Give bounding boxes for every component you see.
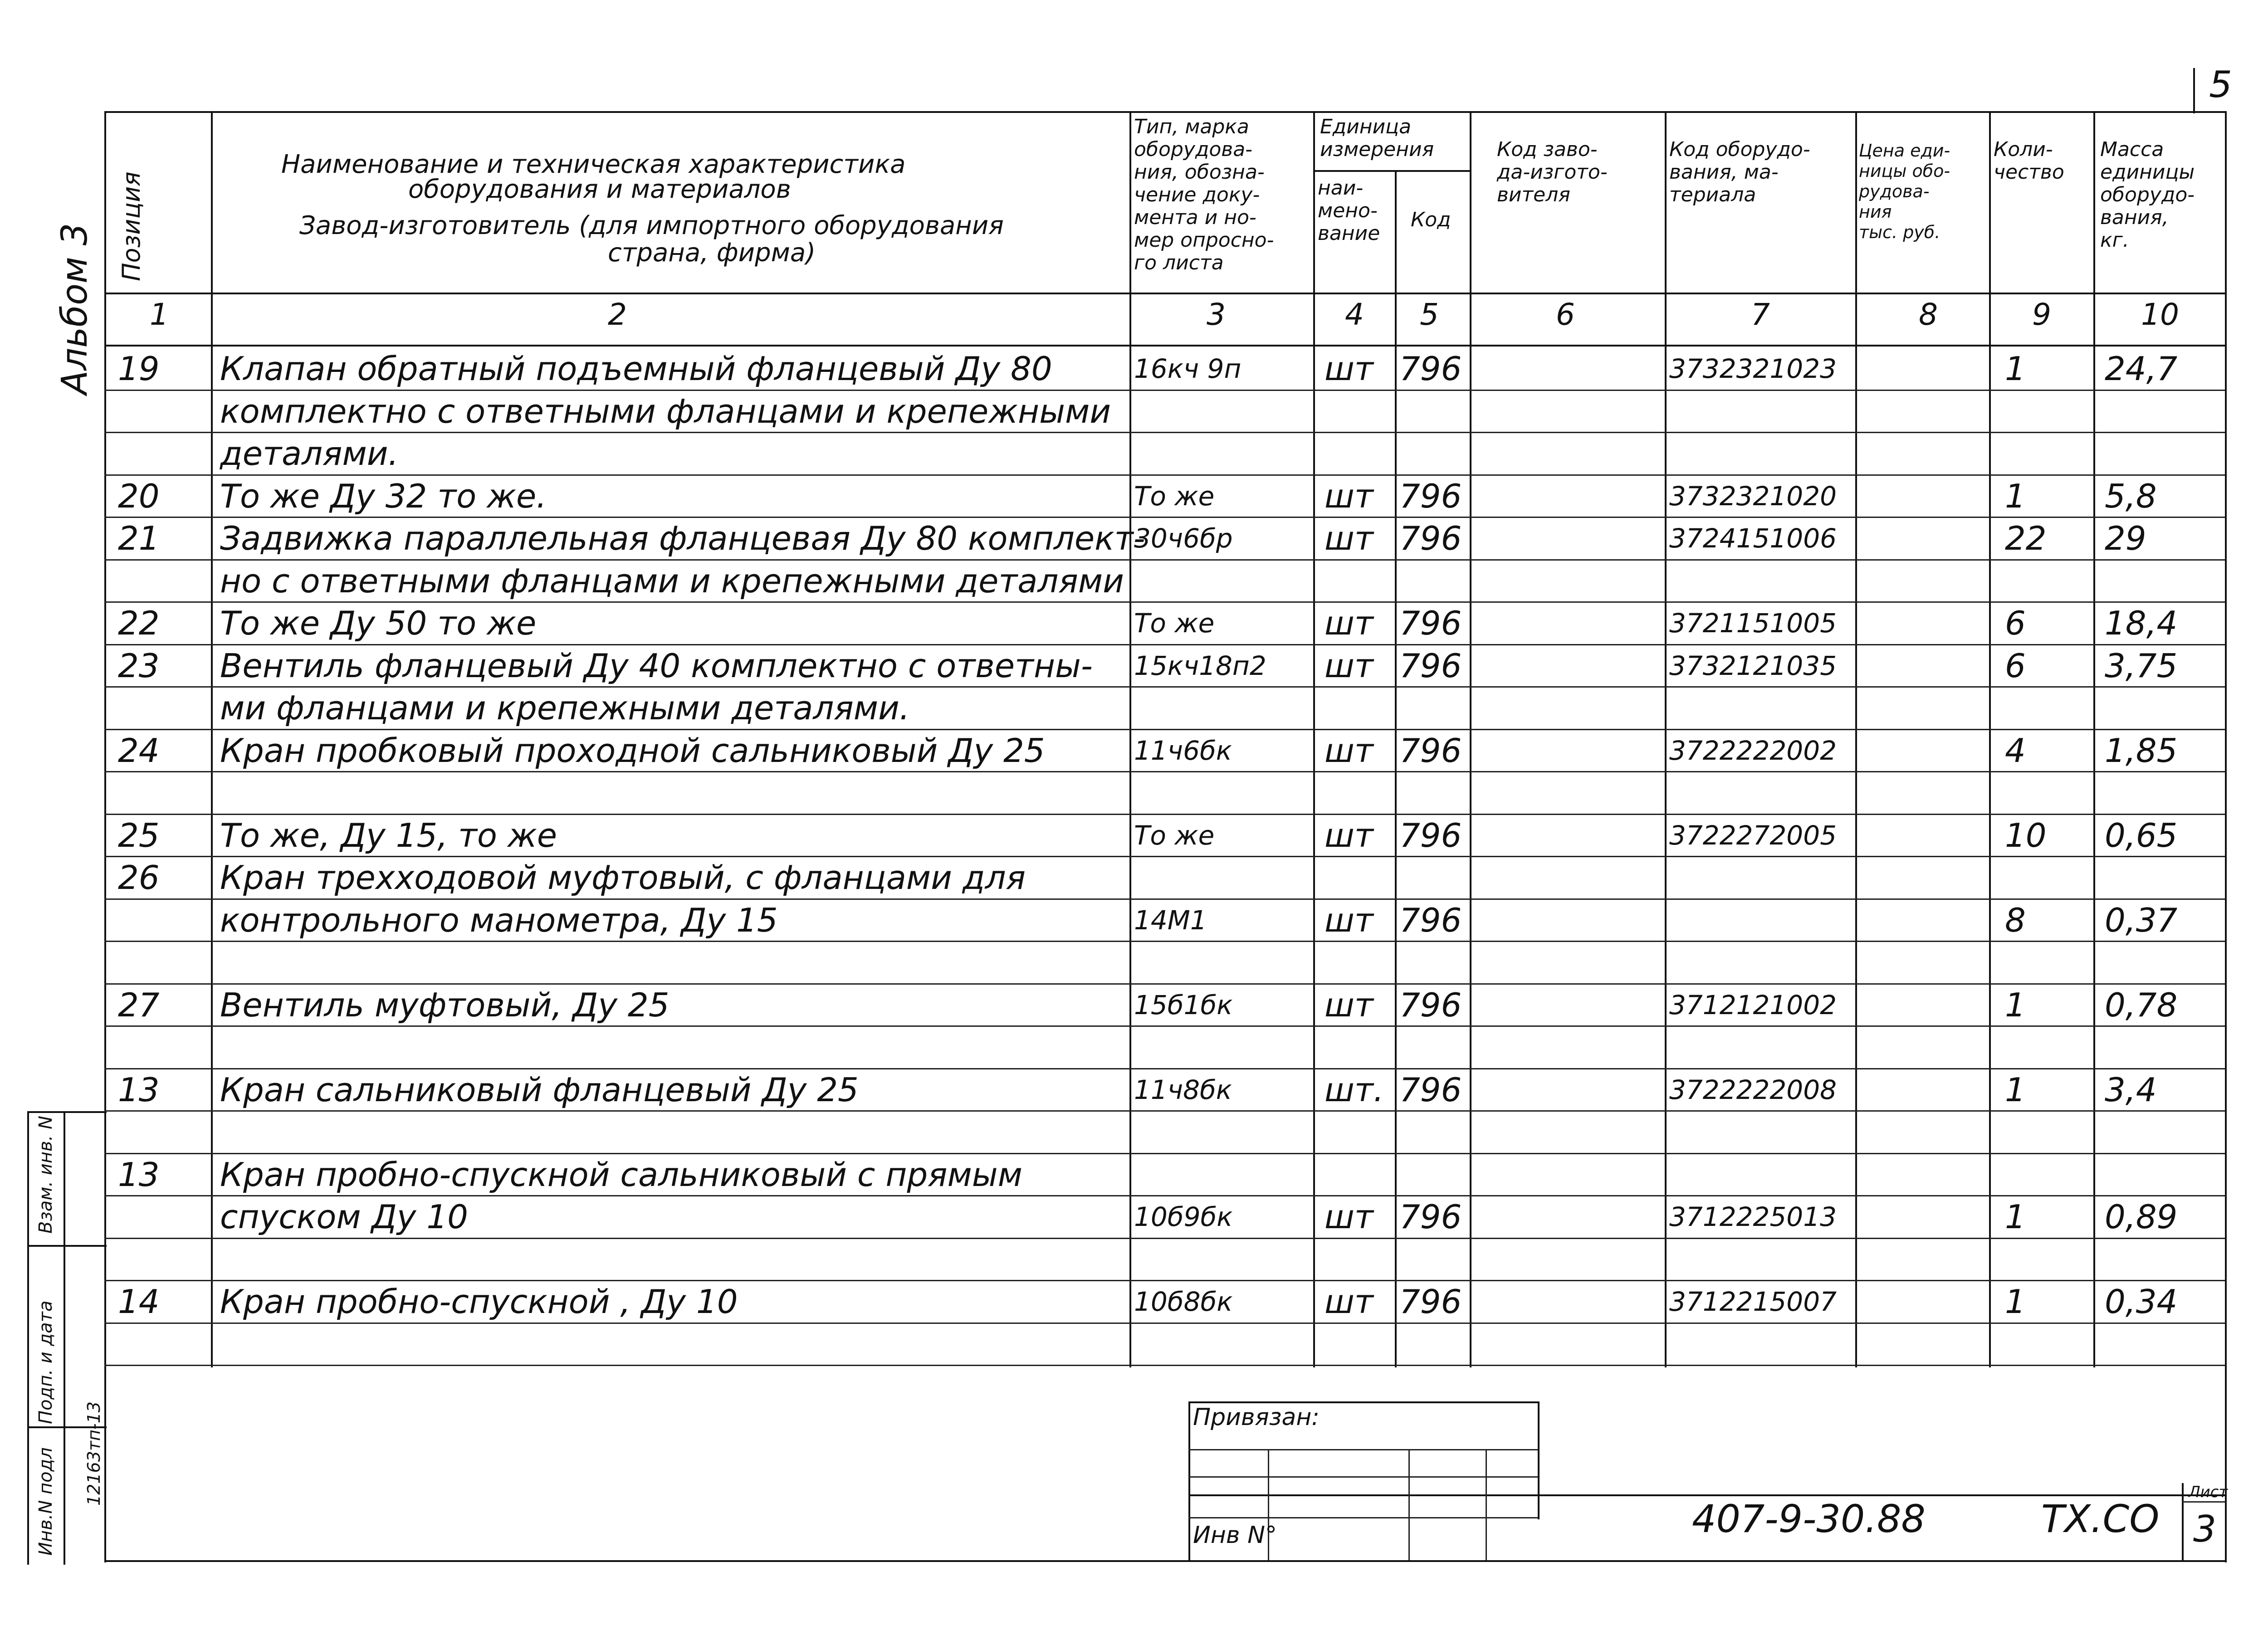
header-factory-code-line: Код заво-	[1497, 138, 1598, 161]
cell-pos: 27	[118, 986, 160, 1024]
cell-type: 15б1бк	[1134, 989, 1233, 1020]
cell-equip: 3732321020	[1669, 480, 1837, 512]
col-sep-8	[1989, 111, 1991, 1367]
cell-qty: 1	[2005, 350, 2026, 388]
cell-mass: 0,65	[2105, 816, 2178, 854]
cell-mass: 3,4	[2105, 1070, 2157, 1109]
cell-qty: 6	[2005, 646, 2026, 685]
header-mass-line: вания,	[2100, 206, 2169, 229]
header-type-line: оборудова-	[1134, 138, 1253, 161]
table-row-rule	[104, 1365, 2225, 1366]
cell-code: 796	[1399, 1283, 1462, 1321]
cell-pos: 25	[118, 816, 160, 854]
col-sep-1	[211, 111, 213, 1367]
stamp-left	[1188, 1401, 1190, 1560]
margin-vzam-inv: Взам. инв. N	[35, 1116, 56, 1234]
table-row-rule	[104, 686, 2225, 688]
margin-stamp-code: 12163тп-13	[84, 1401, 104, 1506]
colnum-5: 5	[1420, 297, 1439, 332]
margin-box-div1	[27, 1245, 107, 1247]
colnum-10: 10	[2141, 297, 2179, 332]
cell-pos: 19	[118, 350, 160, 388]
cell-qty: 10	[2005, 816, 2047, 854]
cell-code: 796	[1399, 731, 1462, 770]
header-price-line: ницы обо-	[1859, 161, 1950, 181]
cell-equip: 3732321023	[1669, 353, 1837, 384]
cell-unit: шт	[1325, 901, 1374, 939]
cell-name: деталями.	[220, 434, 399, 473]
stamp-doc-code: 407-9-30.88	[1692, 1497, 1926, 1541]
cell-type: 14М1	[1134, 904, 1207, 936]
cell-unit: шт	[1325, 731, 1374, 770]
stamp-row3	[1188, 1494, 2225, 1496]
cell-pos: 20	[118, 477, 160, 515]
cell-unit: шт	[1325, 519, 1374, 557]
cell-code: 796	[1399, 816, 1462, 854]
table-row-rule	[104, 1025, 2225, 1027]
cell-name: но с ответными фланцами и крепежными деталями	[220, 561, 1124, 600]
header-type-line: мер опросно-	[1134, 229, 1274, 252]
cell-mass: 0,34	[2105, 1283, 2178, 1321]
cell-type: 11ч8бк	[1134, 1074, 1232, 1105]
cell-mass: 0,78	[2105, 986, 2178, 1024]
header-name-line4: страна, фирма)	[608, 238, 816, 268]
cell-name: Кран пробно-спускной сальниковый с прямым	[220, 1155, 1022, 1194]
header-unit-code: Код	[1411, 208, 1451, 231]
stamp-col2	[1408, 1449, 1410, 1560]
header-unit-name-line: мено-	[1318, 199, 1378, 222]
cell-code: 796	[1399, 1198, 1462, 1236]
header-position: Позиция	[117, 171, 146, 281]
stamp-top	[1188, 1401, 1538, 1403]
header-price-line: ния	[1859, 202, 1892, 222]
table-row-rule	[104, 814, 2225, 815]
col-sep-6	[1665, 111, 1667, 1367]
cell-pos: 14	[118, 1283, 160, 1321]
page-number-divider	[2193, 68, 2195, 113]
cell-type: 16кч 9п	[1134, 353, 1242, 384]
cell-pos: 22	[118, 604, 160, 642]
margin-inv-podl: Инв.N подл	[35, 1447, 56, 1556]
cell-name: ми фланцами и крепежными деталями.	[220, 689, 910, 727]
col-sep-4	[1395, 170, 1397, 1367]
cell-name: Клапан обратный подъемный фланцевый Ду 80	[220, 350, 1052, 388]
cell-type: 30ч6бр	[1134, 523, 1233, 554]
cell-name: Вентиль муфтовый, Ду 25	[220, 986, 670, 1024]
margin-box-left	[27, 1111, 29, 1565]
table-row-rule	[104, 474, 2225, 476]
header-equip-code-line: Код оборудо-	[1669, 138, 1810, 161]
cell-type: То же	[1134, 480, 1215, 512]
cell-equip: 3721151005	[1669, 608, 1837, 639]
table-row-rule	[104, 559, 2225, 561]
cell-pos: 26	[118, 859, 160, 897]
cell-pos: 13	[118, 1155, 160, 1194]
stamp-privyazan: Привязан:	[1193, 1404, 1320, 1431]
table-row-rule	[104, 729, 2225, 730]
header-unit-title-line: измерения	[1320, 138, 1434, 161]
cell-equip: 3722272005	[1669, 820, 1837, 851]
header-factory-code	[1497, 138, 1608, 206]
frame-bottom	[104, 1560, 2225, 1562]
cell-code: 796	[1399, 901, 1462, 939]
header-mass	[2100, 138, 2195, 252]
table-row-rule	[104, 644, 2225, 645]
header-equip-code-line: териала	[1669, 183, 1756, 206]
header-type-line: ния, обозна-	[1134, 161, 1265, 184]
header-bottom	[104, 293, 2225, 294]
cell-unit: шт	[1325, 986, 1374, 1024]
cell-name: Кран трехходовой муфтовый, с фланцами для	[220, 859, 1026, 897]
frame-right	[2225, 111, 2227, 1562]
cell-code: 796	[1399, 477, 1462, 515]
colnum-2: 2	[608, 297, 627, 332]
cell-qty: 1	[2005, 477, 2026, 515]
cell-name: То же Ду 50 то же	[220, 604, 537, 642]
header-unit-title-line: Единица	[1320, 115, 1412, 138]
cell-code: 796	[1399, 1070, 1462, 1109]
cell-mass: 18,4	[2105, 604, 2178, 642]
header-type	[1134, 116, 1274, 274]
header-qty	[1994, 138, 2064, 184]
table-row-rule	[104, 983, 2225, 985]
stamp-doc-mark: ТХ.СО	[2041, 1497, 2160, 1541]
colnum-1: 1	[150, 297, 169, 332]
stamp-sheet-sep	[2182, 1483, 2184, 1560]
col-sep-9	[2093, 111, 2095, 1367]
cell-name: Кран пробно-спускной , Ду 10	[220, 1283, 738, 1321]
cell-mass: 0,37	[2105, 901, 2178, 939]
cell-name: То же Ду 32 то же.	[220, 477, 547, 515]
colnum-3: 3	[1207, 297, 1226, 332]
table-row-rule	[104, 1195, 2225, 1196]
cell-code: 796	[1399, 604, 1462, 642]
header-mass-line: единицы	[2100, 161, 2195, 184]
page-number: 5	[2209, 63, 2232, 106]
cell-qty: 1	[2005, 1070, 2026, 1109]
header-unit-name	[1318, 177, 1380, 245]
stamp-col3	[1486, 1449, 1487, 1560]
header-price	[1859, 141, 1950, 243]
header-mass-line: оборудо-	[2100, 183, 2195, 206]
cell-mass: 1,85	[2105, 731, 2178, 770]
header-unit-name-line: вание	[1318, 222, 1380, 245]
cell-mass: 24,7	[2105, 350, 2178, 388]
header-qty-line: Коли-	[1994, 138, 2053, 161]
cell-unit: шт	[1325, 816, 1374, 854]
col-sep-2	[1129, 111, 1131, 1367]
cell-qty: 4	[2005, 731, 2026, 770]
cell-type: 10б8бк	[1134, 1286, 1233, 1317]
header-unit-title	[1320, 116, 1434, 161]
cell-qty: 8	[2005, 901, 2026, 939]
album-label: Альбом 3	[54, 223, 95, 395]
colnum-7: 7	[1751, 297, 1770, 332]
col-sep-7	[1855, 111, 1857, 1367]
cell-mass: 29	[2105, 519, 2146, 557]
colnum-6: 6	[1556, 297, 1575, 332]
cell-unit: шт	[1325, 477, 1374, 515]
frame-left	[104, 111, 106, 1562]
cell-type: 15кч18п2	[1134, 650, 1266, 681]
cell-equip: 3712121002	[1669, 989, 1837, 1020]
frame-top	[104, 111, 2225, 113]
cell-pos: 21	[118, 519, 160, 557]
table-row-rule	[104, 941, 2225, 942]
cell-equip: 3712225013	[1669, 1201, 1837, 1232]
cell-name: контрольного манометра, Ду 15	[220, 901, 778, 939]
colnum-8: 8	[1919, 297, 1938, 332]
header-equip-code-line: вания, ма-	[1669, 161, 1779, 184]
table-row-rule	[104, 1323, 2225, 1324]
header-mass-line: Масса	[2100, 138, 2164, 161]
cell-mass: 5,8	[2105, 477, 2157, 515]
cell-qty: 1	[2005, 986, 2026, 1024]
cell-type: То же	[1134, 820, 1215, 851]
header-factory-code-line: вителя	[1497, 183, 1570, 206]
cell-name: спуском Ду 10	[220, 1198, 468, 1236]
cell-name: комплектно с ответными фланцами и крепежными	[220, 392, 1111, 430]
header-equip-code	[1669, 138, 1810, 206]
cell-pos: 13	[118, 1070, 160, 1109]
stamp-right	[1538, 1401, 1540, 1519]
cell-pos: 24	[118, 731, 160, 770]
header-price-line: тыс. руб.	[1859, 222, 1941, 242]
colnum-9: 9	[2032, 297, 2051, 332]
table-row-rule	[104, 1110, 2225, 1112]
header-name-line2: оборудования и материалов	[408, 175, 791, 204]
cell-name: Кран пробковый проходной сальниковый Ду 25	[220, 731, 1045, 770]
cell-code: 796	[1399, 519, 1462, 557]
stamp-sheet-label: Лист	[2189, 1483, 2228, 1501]
cell-unit: шт	[1325, 646, 1374, 685]
cell-name: То же, Ду 15, то же	[220, 816, 557, 854]
table-row-rule	[104, 1238, 2225, 1239]
table-row-rule	[104, 1153, 2225, 1154]
stamp-sheet-number: 3	[2193, 1508, 2216, 1550]
header-type-line: Тип, марка	[1134, 115, 1249, 138]
table-row-rule	[104, 601, 2225, 603]
table-row-rule	[104, 856, 2225, 857]
cell-equip: 3722222002	[1669, 735, 1837, 766]
margin-box-div2	[27, 1426, 107, 1428]
col-sep-3	[1313, 111, 1315, 1367]
header-type-line: мента и но-	[1134, 206, 1256, 229]
margin-podp-data: Подп. и дата	[35, 1300, 56, 1424]
cell-unit: шт	[1325, 1198, 1374, 1236]
header-price-line: Цена еди-	[1859, 141, 1950, 161]
header-price-line: рудова-	[1859, 181, 1930, 201]
col-sep-5	[1470, 111, 1471, 1367]
cell-code: 796	[1399, 646, 1462, 685]
cell-equip: 3722222008	[1669, 1074, 1837, 1105]
margin-box-mid	[64, 1111, 65, 1565]
unit-subheader-line	[1313, 170, 1470, 172]
cell-name: Задвижка параллельная фланцевая Ду 80 комплект-	[220, 519, 1145, 557]
cell-unit: шт	[1325, 350, 1374, 388]
cell-equip: 3724151006	[1669, 523, 1837, 554]
cell-qty: 22	[2005, 519, 2047, 557]
stamp-sheet-line	[2182, 1501, 2225, 1503]
table-row-rule	[104, 517, 2225, 518]
table-row-rule	[104, 1068, 2225, 1069]
table-row-rule	[104, 771, 2225, 772]
table-row-rule	[104, 390, 2225, 391]
header-mass-line: кг.	[2100, 229, 2129, 252]
cell-qty: 1	[2005, 1198, 2026, 1236]
cell-qty: 6	[2005, 604, 2026, 642]
cell-unit: шт	[1325, 604, 1374, 642]
margin-box-top	[27, 1111, 107, 1113]
stamp-inv-no: Инв N°	[1193, 1522, 1277, 1549]
header-unit-name-line: наи-	[1318, 176, 1364, 200]
cell-equip: 3712215007	[1669, 1286, 1837, 1317]
colnum-bottom	[104, 345, 2225, 347]
header-qty-line: чество	[1994, 161, 2064, 184]
cell-mass: 0,89	[2105, 1198, 2178, 1236]
colnum-4: 4	[1345, 297, 1364, 332]
cell-qty: 1	[2005, 1283, 2026, 1321]
table-row-rule	[104, 432, 2225, 433]
cell-unit: шт.	[1325, 1070, 1384, 1109]
cell-type: 10б9бк	[1134, 1201, 1233, 1232]
cell-name: Кран сальниковый фланцевый Ду 25	[220, 1070, 859, 1109]
cell-mass: 3,75	[2105, 646, 2178, 685]
cell-equip: 3732121035	[1669, 650, 1837, 681]
cell-type: То же	[1134, 608, 1215, 639]
cell-unit: шт	[1325, 1283, 1374, 1321]
header-name-line3: Завод-изготовитель (для импортного оборудования	[299, 211, 1004, 240]
cell-name: Вентиль фланцевый Ду 40 комплектно с ответны-	[220, 646, 1093, 685]
table-row-rule	[104, 898, 2225, 900]
header-type-line: го листа	[1134, 251, 1224, 274]
cell-code: 796	[1399, 350, 1462, 388]
cell-code: 796	[1399, 986, 1462, 1024]
cell-type: 11ч6бк	[1134, 735, 1232, 766]
header-type-line: чение доку-	[1134, 183, 1260, 206]
header-name-line1: Наименование и техническая характеристика	[281, 150, 906, 179]
cell-pos: 23	[118, 646, 160, 685]
header-factory-code-line: да-изгото-	[1497, 161, 1608, 184]
table-row-rule	[104, 1280, 2225, 1281]
